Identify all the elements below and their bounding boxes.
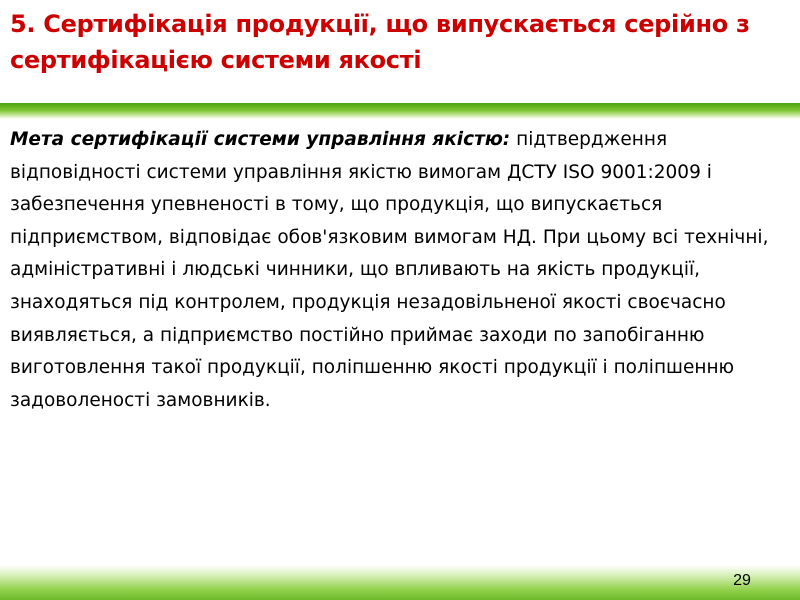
top-green-band (0, 103, 800, 119)
body-paragraph: підтвердження відповідності системи управління якістю вимогам ДСТУ ISO 9001:2009 і забезпечення упевненості в тому, що продукція, що випускається підприємством, відповідає обов'язковим вимогам НД. При цьому всі технічні, адміністративні і людські чинники, що впливають на якість продукції, знаходяться під контролем, продукція незадовільненої якості своєчасно виявляється, а підприємство постійно приймає заходи по запобіганню виготовлення такої продукції, поліпшенню якості продукції і поліпшенню задоволеності замовників. (10, 129, 769, 411)
slide-body (10, 124, 790, 417)
body-lead: Мета сертифікації системи управління якістю: (10, 129, 511, 150)
page-number: 29 (733, 572, 751, 589)
bottom-green-band (0, 565, 800, 600)
slide-title: 5. Сертифікація продукції, що випускається серійно з сертифікацією системи якості (10, 10, 750, 74)
